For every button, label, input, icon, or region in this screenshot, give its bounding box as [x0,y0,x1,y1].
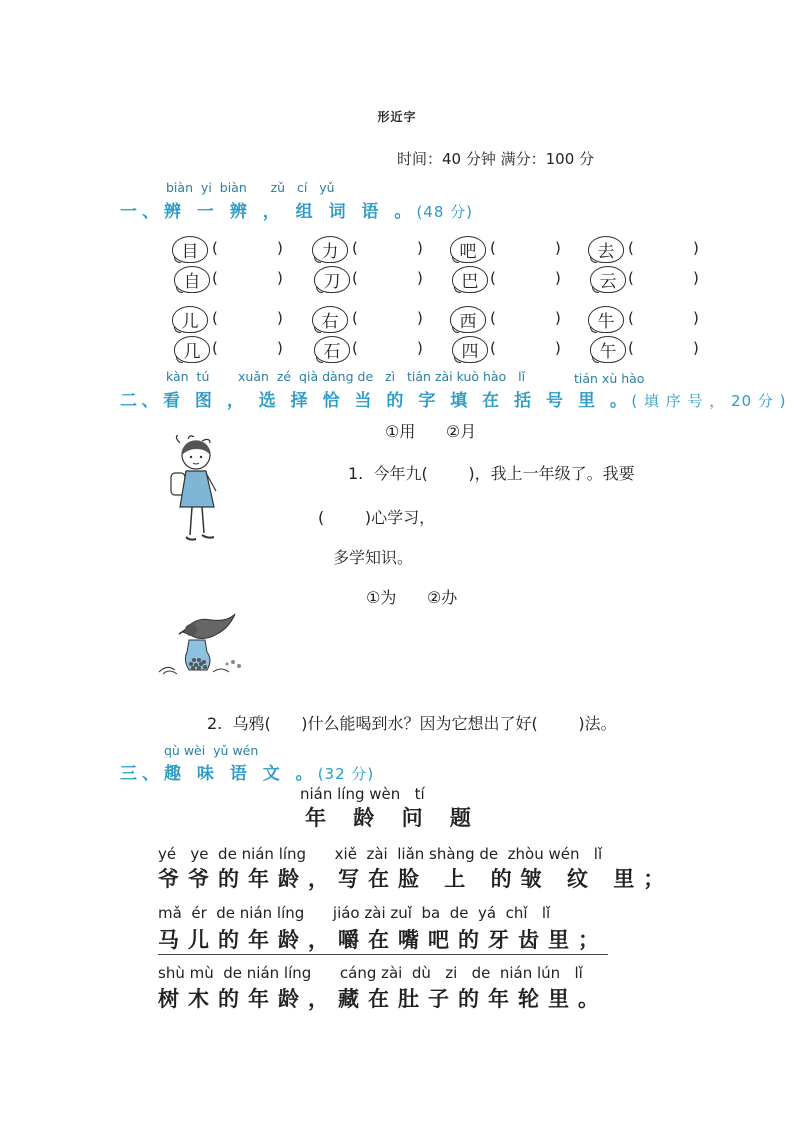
answer-paren-open: ( [352,309,358,327]
section3-points: (32 分) [317,765,375,783]
section3-pinyin: qù wèi yǔ wén [164,743,259,758]
answer-blank[interactable] [222,339,278,357]
word-pair [312,306,457,370]
answer-paren-close: ) [277,339,283,357]
answer-paren-open: ( [490,309,496,327]
answer-paren-open: ( [490,269,496,287]
section2-points: ( 填 序 号 ， 20 分 ) [631,392,787,410]
poem-line3: 树木的年龄，藏在肚子的年轮里。 [158,987,608,1011]
answer-paren-open: ( [212,339,218,357]
poem-line3-pinyin: shù mù de nián líng cáng zài dù zi de nián lún lǐ [158,964,583,982]
bubble-tail [174,326,181,333]
poem-line1: 爷爷的年龄，写在脸 上 的皱 纹 里； [158,867,674,891]
answer-blank[interactable] [500,309,556,327]
character-bubble: 力 [312,236,348,263]
answer-paren-close: ) [693,239,699,257]
answer-paren-open: ( [628,269,634,287]
answer-paren-close: ) [417,309,423,327]
answer-paren-open: ( [352,339,358,357]
q2-options: ①为 ②办 [366,588,458,607]
answer-paren-close: ) [555,309,561,327]
section1-pinyin: biàn yi biàn zǔ cí yǔ [166,180,335,195]
character-bubble: 去 [588,236,624,263]
answer-blank[interactable] [500,339,556,357]
poem-title-pinyin: nián líng wèn tí [300,785,425,803]
character-bubble: 午 [590,336,626,363]
character-bubble: 云 [590,266,626,293]
q1-line3: 多学知识。 [333,548,414,567]
character-bubble: 右 [312,306,348,333]
answer-blank[interactable] [362,269,418,287]
bubble-tail [590,256,597,263]
bubble-tail [454,286,461,293]
bubble-tail [316,286,323,293]
section1-points: (48 分) [416,203,473,221]
word-pair [588,236,733,300]
answer-blank[interactable] [638,239,694,257]
q2-line1: 2. 乌鸦( )什么能喝到水？因为它想出了好( )法。 [207,714,617,733]
answer-blank[interactable] [222,239,278,257]
character-bubble: 几 [174,336,210,363]
character-bubble: 目 [172,236,208,263]
bubble-tail [592,356,599,363]
q1-line1: 1. 今年九( )，我上一年级了。我要 [348,464,635,483]
poem-line2-pinyin: mǎ ér de nián líng jiáo zài zuǐ ba de yá chǐ lǐ [158,904,551,922]
answer-blank[interactable] [638,309,694,327]
answer-paren-open: ( [490,339,496,357]
answer-blank[interactable] [638,339,694,357]
word-pair [172,306,317,370]
character-bubble: 刀 [314,266,350,293]
girl-illustration [166,435,228,547]
section2-pinyin-b: xuǎn zé qià dàng de zì tián zài kuò hào lǐ [238,369,526,384]
answer-paren-close: ) [417,269,423,287]
answer-paren-open: ( [628,339,634,357]
answer-paren-open: ( [212,269,218,287]
answer-paren-close: ) [555,239,561,257]
character-bubble: 吧 [450,236,486,263]
answer-paren-open: ( [352,239,358,257]
answer-blank[interactable] [500,269,556,287]
answer-paren-close: ) [693,339,699,357]
section2-pinyin-a: kàn tú [166,369,210,384]
answer-paren-close: ) [555,269,561,287]
bubble-tail [452,326,459,333]
answer-paren-open: ( [212,239,218,257]
bubble-tail [314,326,321,333]
word-pair [450,306,595,370]
bubble-tail [452,256,459,263]
answer-blank[interactable] [362,339,418,357]
answer-blank[interactable] [222,309,278,327]
poem-line1-pinyin: yé ye de nián líng xiě zài liǎn shàng de zhòu wén lǐ [158,845,603,863]
answer-paren-close: ) [555,339,561,357]
answer-paren-open: ( [490,239,496,257]
bubble-tail [176,286,183,293]
answer-blank[interactable] [500,239,556,257]
bubble-tail [316,356,323,363]
word-pair [172,236,317,300]
answer-paren-close: ) [417,239,423,257]
bubble-tail [174,256,181,263]
answer-blank[interactable] [362,239,418,257]
character-bubble: 四 [452,336,488,363]
section3-heading: 三、趣 味 语 文 。(32 分) [120,764,375,784]
character-bubble: 西 [450,306,486,333]
answer-paren-open: ( [352,269,358,287]
poem-title: 年 龄 问 题 [305,806,481,830]
word-pair [450,236,595,300]
word-pair [588,306,733,370]
page-title: 形近字 [377,110,417,124]
answer-paren-close: ) [277,309,283,327]
bubble-tail [592,286,599,293]
character-bubble: 自 [174,266,210,293]
answer-paren-close: ) [693,269,699,287]
answer-paren-close: ) [693,309,699,327]
q1-line2: ( )心学习， [318,508,436,527]
answer-paren-open: ( [628,309,634,327]
character-bubble: 石 [314,336,350,363]
time-and-score: 时间：40 分钟 满分：100 分 [397,150,595,168]
answer-paren-close: ) [417,339,423,357]
character-bubble: 牛 [588,306,624,333]
section2-pinyin-c: tián xù hào [574,371,645,386]
answer-paren-open: ( [628,239,634,257]
character-bubble: 巴 [452,266,488,293]
bubble-tail [314,256,321,263]
q1-options: ①用 ②月 [385,422,477,441]
word-pair [312,236,457,300]
answer-paren-close: ) [277,269,283,287]
answer-blank[interactable] [362,309,418,327]
bubble-tail [454,356,461,363]
section1-heading: 一、辨 一 辨 ， 组 词 语 。(48 分) [120,202,473,222]
answer-paren-close: ) [277,239,283,257]
answer-blank[interactable] [638,269,694,287]
character-bubble: 儿 [172,306,208,333]
crow-pitcher-illustration [155,612,245,678]
answer-paren-open: ( [212,309,218,327]
bubble-tail [176,356,183,363]
section2-heading: 二、看 图 ， 选 择 恰 当 的 字 填 在 括 号 里 。( 填 序 号 ， 20 分 ) [120,391,787,411]
bubble-tail [590,326,597,333]
answer-blank[interactable] [222,269,278,287]
poem-line2: 马儿的年龄，嚼在嘴吧的牙齿里； [158,924,608,955]
